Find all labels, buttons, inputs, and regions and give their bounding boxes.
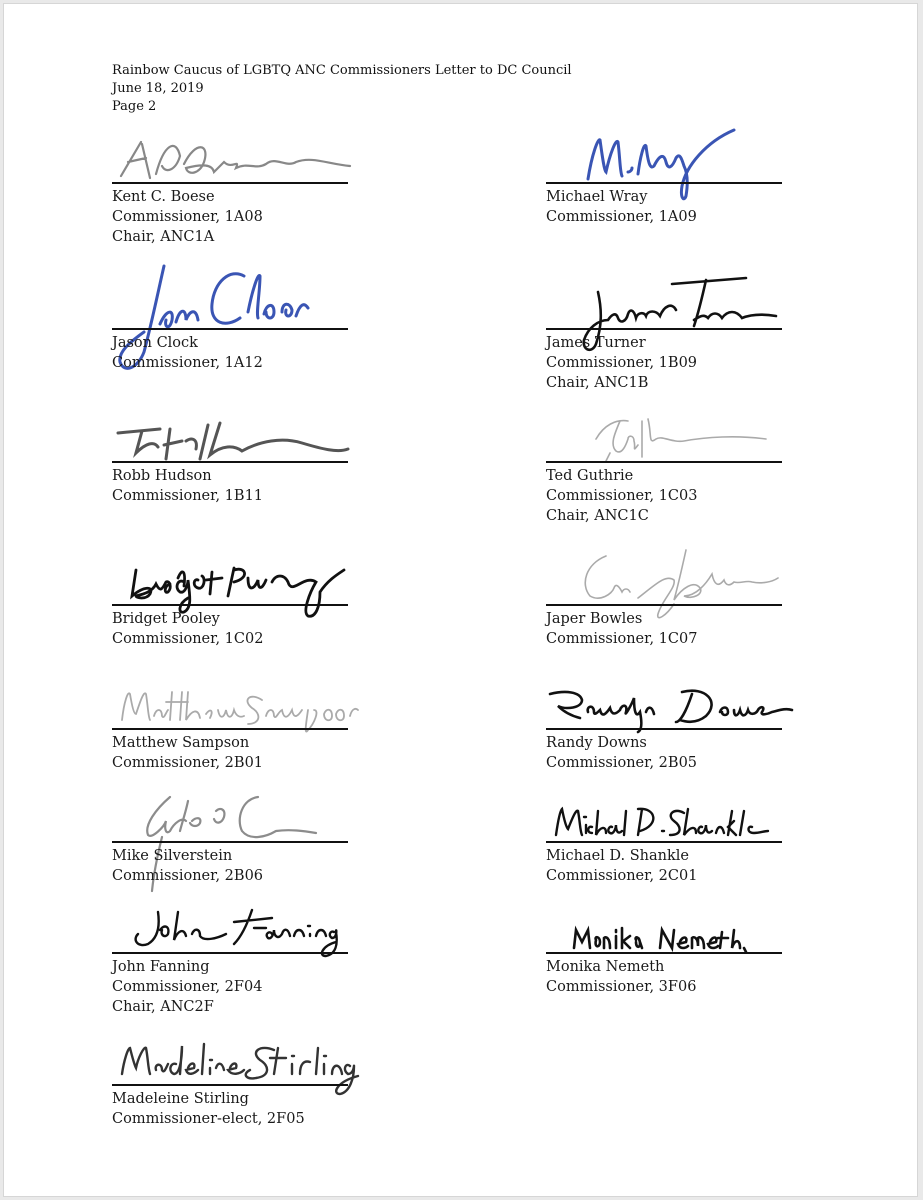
signature-block-wray xyxy=(546,182,806,232)
signature-block-sampson xyxy=(112,728,372,778)
signer-role: Commissioner, 1A08 xyxy=(112,209,263,225)
signer-name: Ted Guthrie xyxy=(546,468,634,484)
signature-block-downs xyxy=(546,728,806,778)
signer-chair: Chair, ANC1C xyxy=(546,508,649,524)
signature-guthrie xyxy=(576,405,816,475)
signature-block-guthrie xyxy=(546,461,806,531)
page-number: Page 2 xyxy=(112,99,157,114)
signer-name: Monika Nemeth xyxy=(546,959,665,975)
signature-block-stirling xyxy=(112,1084,372,1134)
signature-block-clock xyxy=(112,328,372,378)
signer-chair: Chair, ANC1B xyxy=(546,375,649,391)
signer-name: Michael Wray xyxy=(546,189,648,205)
signer-name: Kent C. Boese xyxy=(112,189,215,205)
signature-block-pooley xyxy=(112,604,372,654)
signature-block-hudson xyxy=(112,461,372,511)
signer-role: Commissioner, 2B01 xyxy=(112,755,264,771)
signature-block-silverstein xyxy=(112,841,372,891)
signer-role: Commissioner, 2F04 xyxy=(112,979,263,995)
signer-role: Commissioner-elect, 2F05 xyxy=(112,1111,305,1127)
signer-role: Commissioner, 2C01 xyxy=(546,868,698,884)
signer-name: Randy Downs xyxy=(546,735,647,751)
signer-name: Madeleine Stirling xyxy=(112,1091,249,1107)
signer-role: Commissioner, 1A09 xyxy=(546,209,697,225)
letter-header xyxy=(112,62,572,116)
signer-role: Commissioner, 2B06 xyxy=(112,868,264,884)
signature-boese xyxy=(116,134,356,194)
signer-role: Commissioner, 3F06 xyxy=(546,979,697,995)
signature-block-shankle xyxy=(546,841,806,891)
signer-chair: Chair, ANC2F xyxy=(112,999,214,1015)
signer-role: Commissioner, 1A12 xyxy=(112,355,263,371)
signer-name: Jason Clock xyxy=(112,335,198,351)
signer-name: Robb Hudson xyxy=(112,468,212,484)
signer-role: Commissioner, 1B09 xyxy=(546,355,698,371)
signature-block-bowles xyxy=(546,604,806,654)
letter-title: Rainbow Caucus of LGBTQ ANC Commissioners Letter to DC Council xyxy=(112,63,572,78)
signer-chair: Chair, ANC1A xyxy=(112,229,215,245)
signer-name: Matthew Sampson xyxy=(112,735,250,751)
signer-role: Commissioner, 1C07 xyxy=(546,631,698,647)
signer-name: Michael D. Shankle xyxy=(546,848,690,864)
signer-name: James Turner xyxy=(546,335,646,351)
signer-name: Mike Silverstein xyxy=(112,848,233,864)
signature-block-fanning xyxy=(112,952,372,1022)
signature-block-turner xyxy=(546,328,806,398)
letter-date: June 18, 2019 xyxy=(112,81,204,96)
signer-role: Commissioner, 1B11 xyxy=(112,488,264,504)
signature-nemeth xyxy=(570,922,810,962)
signer-name: Bridget Pooley xyxy=(112,611,220,627)
signer-role: Commissioner, 2B05 xyxy=(546,755,698,771)
signer-role: Commissioner, 1C03 xyxy=(546,488,698,504)
letter-page xyxy=(3,3,918,1197)
signature-shankle xyxy=(550,801,790,851)
signature-block-nemeth xyxy=(546,952,806,1002)
signer-role: Commissioner, 1C02 xyxy=(112,631,264,647)
signer-name: John Fanning xyxy=(112,959,210,975)
signature-block-boese xyxy=(112,182,372,252)
signature-sampson xyxy=(114,680,359,740)
signer-name: Japer Bowles xyxy=(546,611,643,627)
